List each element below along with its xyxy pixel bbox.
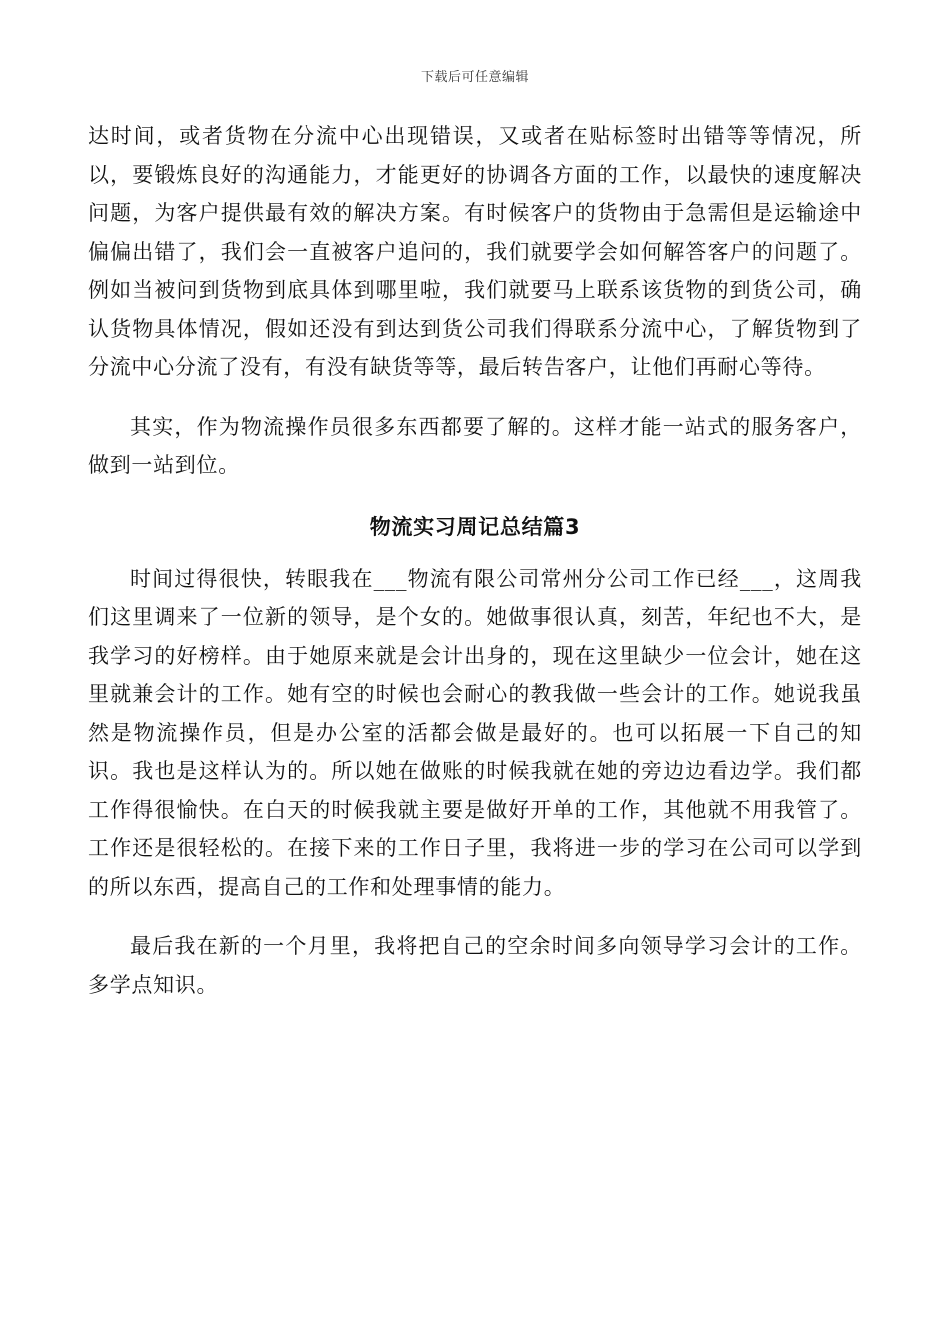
document-body xyxy=(88,117,862,1004)
page-header: 下载后可任意编辑 xyxy=(420,70,529,85)
paragraph-continuation: 达时间，或者货物在分流中心出现错误，又或者在贴标签时出错等等情况，所以，要锻炼良好的沟通能力，才能更好的协调各方面的工作，以最快的速度解决问题，为客户提供最有效的解决方案。有时候客户的货物由于急需但是运输途中偏偏出错了，我们会一直被客户追问的，我们就要学会如何解答客户的问题了。例如当被问到货物到底具体到哪里啦，我们就要马上联系该货物的到货公司，确认货物具体情况，假如还没有到达到货公司我们得联系分流中心，了解货物到了分流中心分流了没有，有没有缺货等等，最后转告客户，让他们再耐心等待。 xyxy=(88,124,862,379)
paragraph-body: 时间过得很快，转眼我在___物流有限公司常州分公司工作已经___，这周我们这里调来了一位新的领导，是个女的。她做事很认真，刻苦，年纪也不大，是我学习的好榜样。由于她原来就是会计出身的，现在这里缺少一位会计，她在这里就兼会计的工作。她有空的时候也会耐心的教我做一些会计的工作。她说我虽然是物流操作员，但是办公室的活都会做是最好的。也可以拓展一下自己的知识。我也是这样认为的。所以她在做账的时候我就在她的旁边边看边学。我们都工作得很愉快。在白天的时候我就主要是做好开单的工作，其他就不用我管了。工作还是很轻松的。在接下来的工作日子里，我将进一步的学习在公司可以学到的所以东西，提高自己的工作和处理事情的能力。 xyxy=(88,566,862,899)
section-title: 物流实习周记总结篇3 xyxy=(369,514,581,539)
paragraph-closing: 最后我在新的一个月里，我将把自己的空余时间多向领导学习会计的工作。多学点知识。 xyxy=(88,934,862,997)
paragraph-summary: 其实，作为物流操作员很多东西都要了解的。这样才能一站式的服务客户，做到一站到位。 xyxy=(88,414,862,477)
